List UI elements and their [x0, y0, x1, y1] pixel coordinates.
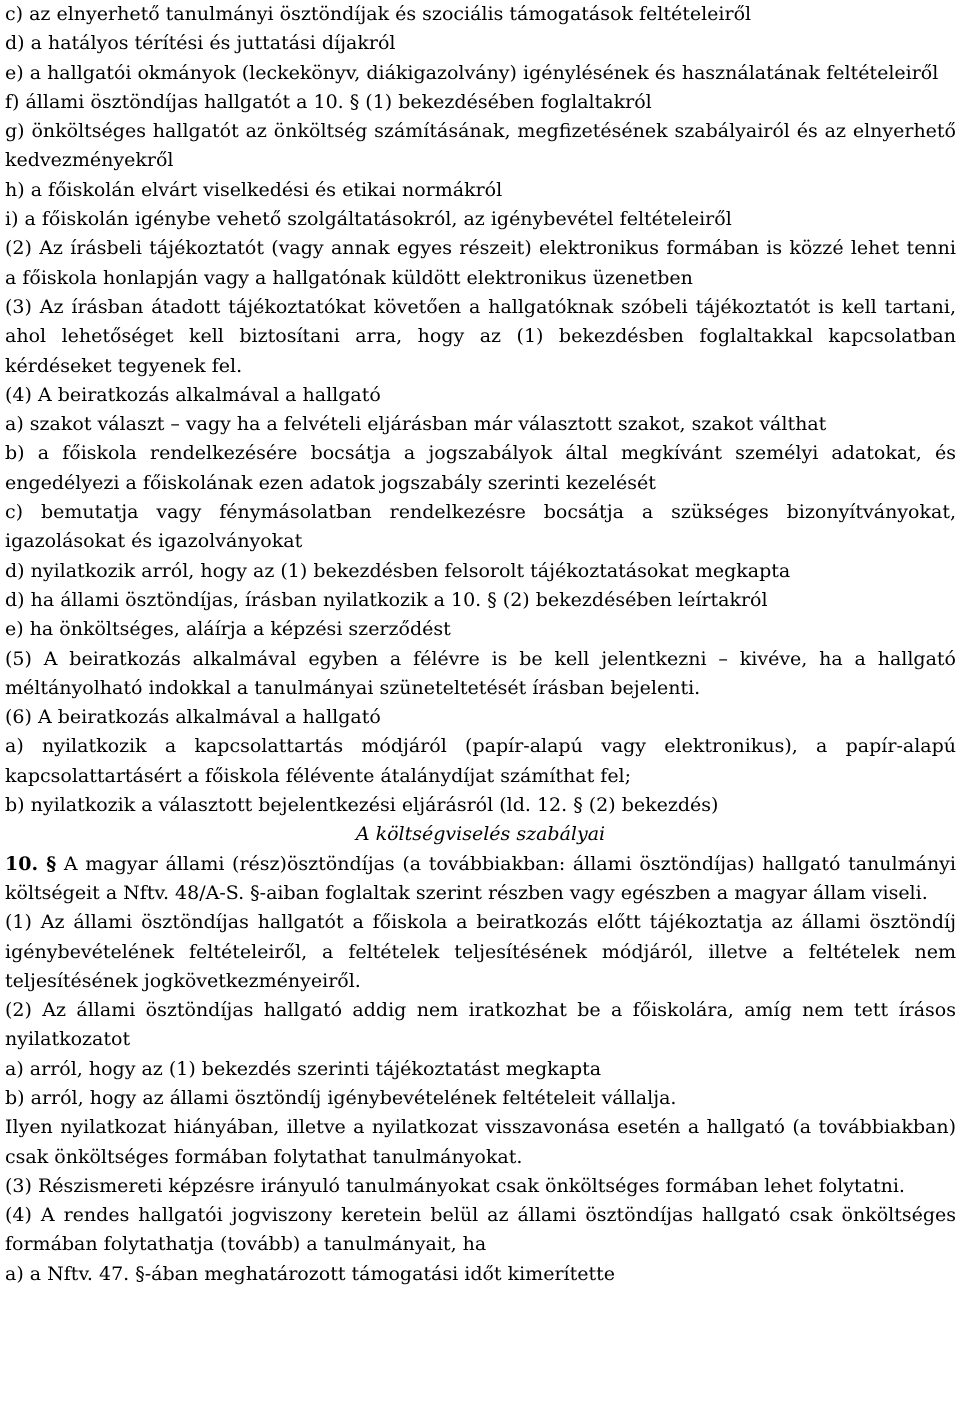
list-item-4d-bis: d) ha állami ösztöndíjas, írásban nyilatkozik a 10. § (2) bekezdésében leírtakról — [5, 588, 768, 611]
section-10-text: A magyar állami (rész)ösztöndíjas (a továbbiakban: állami ösztöndíjas) hallgató tanulmányi költségeit a Nftv. 48/A-S. §-aiban foglaltak szerint részben vagy egészben a magyar állam viseli. — [5, 852, 956, 904]
list-item-c: c) az elnyerhető tanulmányi ösztöndíjak és szociális támogatások feltételeiről — [5, 3, 752, 25]
list-item-4c: c) bemutatja vagy fénymásolatban rendelkezésre bocsátja a szükséges bizonyítványokat, igazolásokat és igazolványokat — [5, 501, 956, 553]
paragraph-4: (4) A beiratkozás alkalmával a hallgató — [5, 383, 381, 406]
list-item-6a: a) nyilatkozik a kapcsolattartás módjáról (papír-alapú vagy elektronikus), a papír-alapú kapcsolattartásért a főiskola félévente átalánydíjat számíthat fel; — [5, 735, 956, 787]
paragraph-5: (5) A beiratkozás alkalmával egyben a félévre is be kell jelentkezni – kivéve, ha a hallgató méltányolható indokkal a tanulmányai szüneteltetését írásban bejelenti. — [5, 647, 956, 699]
section-10-paragraph-1: (1) Az állami ösztöndíjas hallgatót a főiskola a beiratkozás előtt tájékoztatja az állami ösztöndíj igénybevételének feltételeiről, a feltételek teljesítésének módjáról, illetve a feltételek nem teljesítésének jogkövetkezményeiről. — [5, 911, 956, 992]
section-heading: A költségviselés szabályai — [355, 823, 606, 846]
list-item-4b: b) a főiskola rendelkezésére bocsátja a jogszabályok által megkívánt személyi adatokat, és engedélyezi a főiskolának ezen adatok jogszabály szerinti kezelését — [5, 442, 956, 494]
section-10-intro — [5, 850, 956, 909]
list-item-g: g) önköltséges hallgatót az önköltség számításának, megfizetésének szabályairól és az elnyerhető kedvezményekről — [5, 120, 956, 172]
section-10-item-b: b) arról, hogy az állami ösztöndíj igénybevételének feltételeit vállalja. — [5, 1086, 677, 1109]
list-item-h: h) a főiskolán elvárt viselkedési és etikai normákról — [5, 178, 503, 201]
list-item-i: i) a főiskolán igénybe vehető szolgáltatásokról, az igénybevétel feltételeiről — [5, 208, 732, 231]
section-10-note: Ilyen nyilatkozat hiányában, illetve a nyilatkozat visszavonása esetén a hallgató (a továbbiakban) csak önköltséges formában folytathat tanulmányokat. — [5, 1116, 956, 1168]
list-item-4a: a) szakot választ – vagy ha a felvételi eljárásban már választott szakot, szakot válthat — [5, 413, 827, 436]
paragraph-2: (2) Az írásbeli tájékoztatót (vagy annak egyes részeit) elektronikus formában is közzé lehet tenni a főiskola honlapján vagy a hallgatónak küldött elektronikus üzenetben — [5, 237, 956, 289]
section-10-item-a: a) arról, hogy az (1) bekezdés szerinti tájékoztatást megkapta — [5, 1057, 602, 1080]
section-number: 10. § — [5, 852, 57, 875]
list-item-4d: d) nyilatkozik arról, hogy az (1) bekezdésben felsorolt tájékoztatásokat megkapta — [5, 559, 791, 582]
list-item-d: d) a hatályos térítési és juttatási díjakról — [5, 32, 396, 55]
list-item-f: f) állami ösztöndíjas hallgatót a 10. § (1) bekezdésében foglaltakról — [5, 90, 652, 113]
section-10-paragraph-4: (4) A rendes hallgatói jogviszony keretein belül az állami ösztöndíjas hallgató csak önköltséges formában folytathatja (tovább) a tanulmányait, ha — [5, 1204, 956, 1256]
list-item-6b: b) nyilatkozik a választott bejelentkezési eljárásról (ld. 12. § (2) bekezdés) — [5, 794, 719, 817]
list-item-e: e) a hallgatói okmányok (leckekönyv, diákigazolvány) igénylésének és használatának feltételeiről — [5, 61, 939, 84]
section-10-item-4a: a) a Nftv. 47. §-ában meghatározott támogatási időt kimerítette — [5, 1262, 615, 1285]
list-item-4e: e) ha önköltséges, aláírja a képzési szerződést — [5, 618, 451, 641]
section-10-paragraph-2: (2) Az állami ösztöndíjas hallgató addig nem iratkozhat be a főiskolára, amíg nem tett írásos nyilatkozatot — [5, 999, 956, 1051]
paragraph-3: (3) Az írásban átadott tájékoztatókat követően a hallgatóknak szóbeli tájékoztatót is kell tartani, ahol lehetőséget kell biztosítani arra, hogy az (1) bekezdésben foglaltakkal kapcsolatban kérdéseket tegyenek fel. — [5, 295, 956, 377]
paragraph-6: (6) A beiratkozás alkalmával a hallgató — [5, 706, 381, 729]
section-10-paragraph-3: (3) Részismereti képzésre irányuló tanulmányokat csak önköltséges formában lehet folytatni. — [5, 1174, 905, 1197]
